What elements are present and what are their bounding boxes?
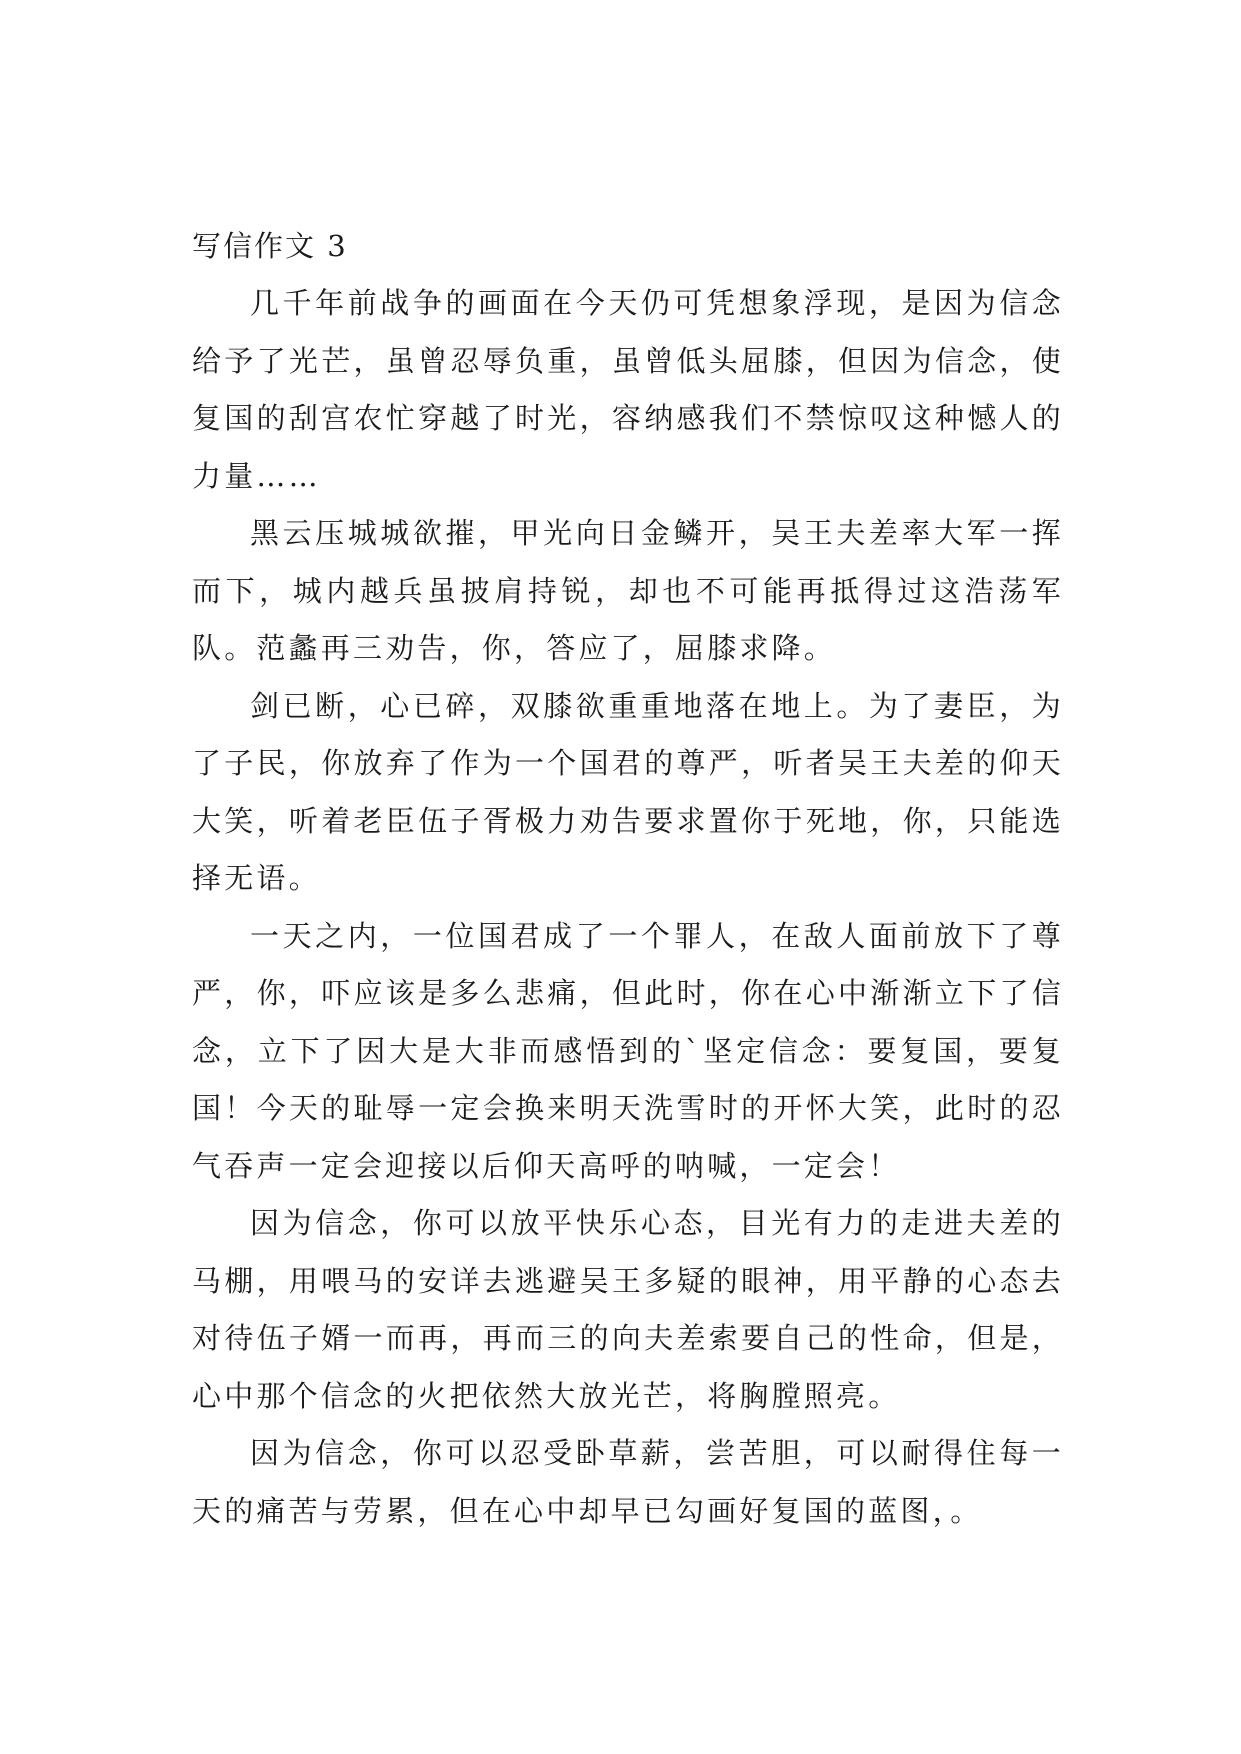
paragraph-6: 因为信念，你可以忍受卧草薪，尝苦胆，可以耐得住每一天的痛苦与劳累，但在心中却早已勾画好复国的蓝图，。 (192, 1436, 1064, 1528)
document-body (192, 218, 1064, 1540)
paragraph-3: 剑已断，心已碎，双膝欲重重地落在地上。为了妻臣，为了子民，你放弃了作为一个国君的尊严，听者吴王夫差的仰天大笑，听着老臣伍子胥极力劝告要求置你于死地，你，只能选择无语。 (192, 688, 1064, 895)
paragraph-2: 黑云压城城欲摧，甲光向日金鳞开，吴王夫差率大军一挥而下，城内越兵虽披肩持锐，却也不可能再抵得过这浩荡军队。范蠡再三劝告，你，答应了，屈膝求降。 (192, 516, 1064, 665)
paragraph-1: 几千年前战争的画面在今天仍可凭想象浮现，是因为信念给予了光芒，虽曾忍辱负重，虽曾低头屈膝，但因为信念，使复国的刮宫农忙穿越了时光，容纳感我们不禁惊叹这种憾人的力量…… (192, 286, 1064, 493)
paragraph-4: 一天之内，一位国君成了一个罪人，在敌人面前放下了尊严，你，吓应该是多么悲痛，但此时，你在心中渐渐立下了信念，立下了因大是大非而感悟到的`坚定信念：要复国，要复国！今天的耻辱一定会换来明天洗雪时的开怀大笑，此时的忍气吞声一定会迎接以后仰天高呼的呐喊，一定会！ (192, 918, 1064, 1183)
paragraph-5: 因为信念，你可以放平快乐心态，目光有力的走进夫差的马棚，用喂马的安详去逃避吴王多疑的眼神，用平静的心态去对待伍子婿一而再，再而三的向夫差索要自己的性命，但是，心中那个信念的火把依然大放光芒，将胸膛照亮。 (192, 1206, 1064, 1413)
document-title: 写信作文 3 (192, 229, 348, 263)
